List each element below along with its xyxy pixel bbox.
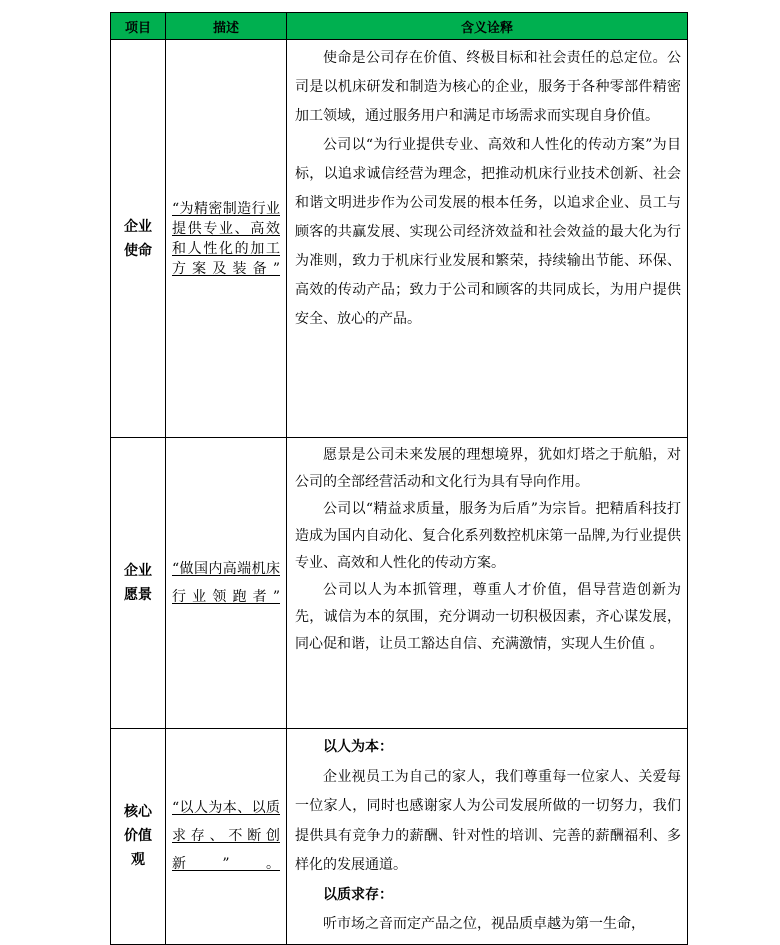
- row-meaning-mission: [287, 40, 688, 438]
- item-line: 愿景: [124, 587, 152, 603]
- row-item-mission: [111, 40, 166, 438]
- header-meaning: 含义诠释: [287, 13, 688, 40]
- item-line: 核心: [124, 804, 152, 821]
- meaning-paragraph: 企业视员工为自己的家人，我们尊重每一位家人、关爱每一位家人，同时也感谢家人为公司发展所做的一切努力，我们提供具有竞争力的薪酬、针对性的培训、完善的薪酬福利、多样化的发展通道。: [295, 768, 681, 873]
- row-meaning-vision: [287, 438, 688, 729]
- item-line: 使命: [124, 242, 152, 259]
- meaning-paragraph: 公司以“为行业提供专业、高效和人性化的传动方案”为目标，以追求诚信经营为理念，把推动机床行业技术创新、社会和谐文明进步作为公司发展的根本任务，以追求企业、员工与顾客的共赢发展、实现公司经济效益和社会效益的最大化为行为准则，致力于机床行业发展和繁荣，持续输出节能、环保、高效的传动产品；致力于公司和顾客的共同成长，为用户提供安全、放心的产品。: [295, 137, 681, 327]
- row-description-mission: [166, 40, 287, 438]
- row-description-values: [166, 729, 287, 945]
- section-title: 以质求存：: [323, 886, 393, 903]
- meaning-paragraph: 公司以“精益求质量，服务为后盾”为宗旨。把精盾科技打造成为国内自动化、复合化系列数控机床第一品牌,为行业提供专业、高效和人性化的传动方案。: [295, 501, 681, 571]
- meaning-paragraph: 愿景是公司未来发展的理想境界，犹如灯塔之于航船，对公司的全部经营活动和文化行为具有导向作用。: [295, 447, 681, 490]
- header-description: 描述: [166, 13, 287, 40]
- row-meaning-values: [287, 729, 688, 945]
- item-line: 企业: [124, 563, 152, 579]
- table-header-row: [111, 13, 688, 40]
- description-text: “为精密制造行业提供专业、高效和人性化的加工方案及装备”: [172, 200, 280, 277]
- table-row-mission: [111, 40, 688, 438]
- meaning-paragraph: 听市场之音而定产品之位，视品质卓越为第一生命，: [323, 916, 645, 932]
- table-row-vision: [111, 438, 688, 729]
- header-item: 项目: [111, 13, 166, 40]
- description-text: “做国内高端机床行业领跑者”: [172, 561, 280, 605]
- section-title: 以人为本：: [323, 739, 393, 755]
- meaning-paragraph: 公司以人为本抓管理，尊重人才价值，倡导营造创新为先，诚信为本的氛围，充分调动一切积极因素，齐心谋发展，同心促和谐，让员工豁达自信、充满激情，实现人生价值 。: [295, 582, 681, 652]
- item-line: 企业: [124, 218, 152, 235]
- item-line: 价值: [124, 828, 152, 845]
- culture-table: [110, 12, 688, 945]
- row-item-values: [111, 729, 166, 945]
- item-line: 观: [131, 852, 145, 869]
- meaning-paragraph: 使命是公司存在价值、终极目标和社会责任的总定位。公司是以机床研发和制造为核心的企业，服务于各种零部件精密加工领域，通过服务用户和满足市场需求而实现自身价值。: [295, 50, 681, 124]
- row-description-vision: [166, 438, 287, 729]
- row-item-vision: [111, 438, 166, 729]
- table-row-values: [111, 729, 688, 945]
- description-text: “以人为本、以质求存、不断创新”。: [172, 800, 280, 873]
